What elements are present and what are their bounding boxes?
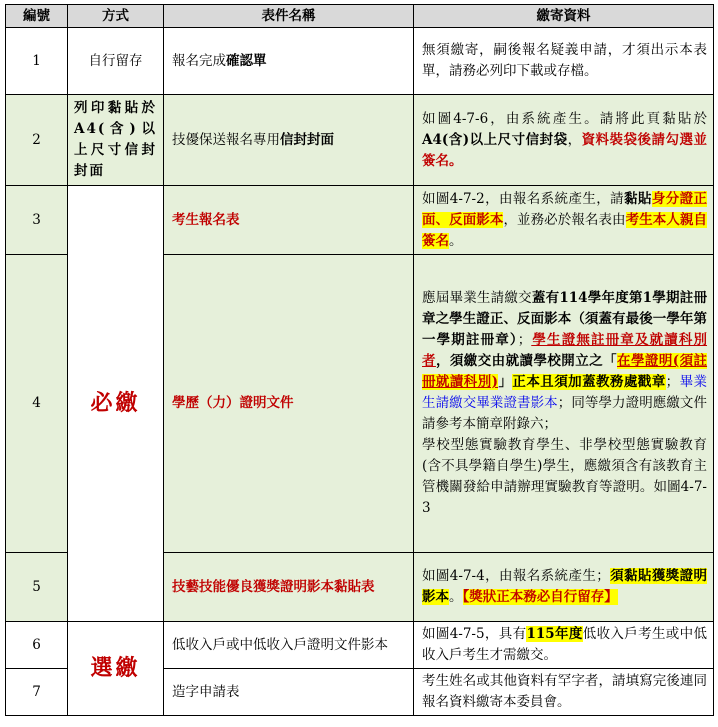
submission-info: 如圖4-7-5，具有115年度低收入戶考生或中低收入戶考生才需繳交。 xyxy=(414,622,714,669)
table-row xyxy=(6,28,714,95)
row-number: 2 xyxy=(6,95,68,186)
header-num: 編號 xyxy=(6,5,68,28)
submission-info: 如圖4-7-6，由系統產生。請將此頁黏貼於A4(含)以上尺寸信封袋，資料裝袋後請勾選並簽名。 xyxy=(414,95,714,186)
header-method: 方式 xyxy=(68,5,164,28)
form-name: 造字申請表 xyxy=(164,669,414,716)
submission-info: 考生姓名或其他資料有罕字者，請填寫完後連同報名資料繳寄本委員會。 xyxy=(414,669,714,716)
header-info: 繳寄資料 xyxy=(414,5,714,28)
form-name: 考生報名表 xyxy=(164,186,414,255)
table-row xyxy=(6,622,714,669)
row-number: 3 xyxy=(6,186,68,255)
submission-info: 無須繳寄，嗣後報名疑義申請，才須出示本表單，請務必列印下載或存檔。 xyxy=(414,28,714,95)
required-label: 必繳 xyxy=(68,186,164,622)
submission-info: 應屆畢業生請繳交蓋有114學年度第1學期註冊章之學生證正、反面影本（須蓋有最後一學年第一學期註冊章）；學生證無註冊章及就讀科別者，須繳交由就讀學校開立之「在學證明(須註冊就讀科別)」正本且須加蓋教務處戳章；畢業生請繳交畢業證書影本；同等學力證明應繳文件請參考本簡章附錄六； 學校型態實驗教育學生、非學校型態實驗教育(含不具學籍自學生)學生，應繳須含有該教育主管機關發給申請辦理實驗教育等證明。如圖4-7-3 xyxy=(414,255,714,553)
form-name xyxy=(164,95,414,186)
form-name: 低收入戶或中低收入戶證明文件影本 xyxy=(164,622,414,669)
submission-documents-table xyxy=(5,4,714,716)
row-number: 5 xyxy=(6,553,68,622)
form-name-bold: 確認單 xyxy=(226,52,267,69)
form-name: 學歷（力）證明文件 xyxy=(164,255,414,553)
row-number: 4 xyxy=(6,255,68,553)
header-row xyxy=(6,5,714,28)
optional-label: 選繳 xyxy=(68,622,164,716)
row-number: 1 xyxy=(6,28,68,95)
form-name xyxy=(164,28,414,95)
method-cell: 列印黏貼於A4(含)以上尺寸信封封面 xyxy=(68,95,164,186)
submission-info: 如圖4-7-2，由報名系統產生，請黏貼身分證正面、反面影本，並務必於報名表由考生本人親自簽名。 xyxy=(414,186,714,255)
row-number: 6 xyxy=(6,622,68,669)
table-row xyxy=(6,95,714,186)
form-name-bold: 信封封面 xyxy=(280,131,334,148)
row-number: 7 xyxy=(6,669,68,716)
header-form: 表件名稱 xyxy=(164,5,414,28)
method-cell: 自行留存 xyxy=(68,28,164,95)
form-name-text: 報名完成 xyxy=(172,52,226,69)
table-row xyxy=(6,186,714,255)
form-name-text: 技優保送報名專用 xyxy=(172,131,280,148)
form-name: 技藝技能優良獲獎證明影本黏貼表 xyxy=(164,553,414,622)
submission-info: 如圖4-7-4，由報名系統產生；須黏貼獲獎證明影本。【獎狀正本務必自行留存】 xyxy=(414,553,714,622)
